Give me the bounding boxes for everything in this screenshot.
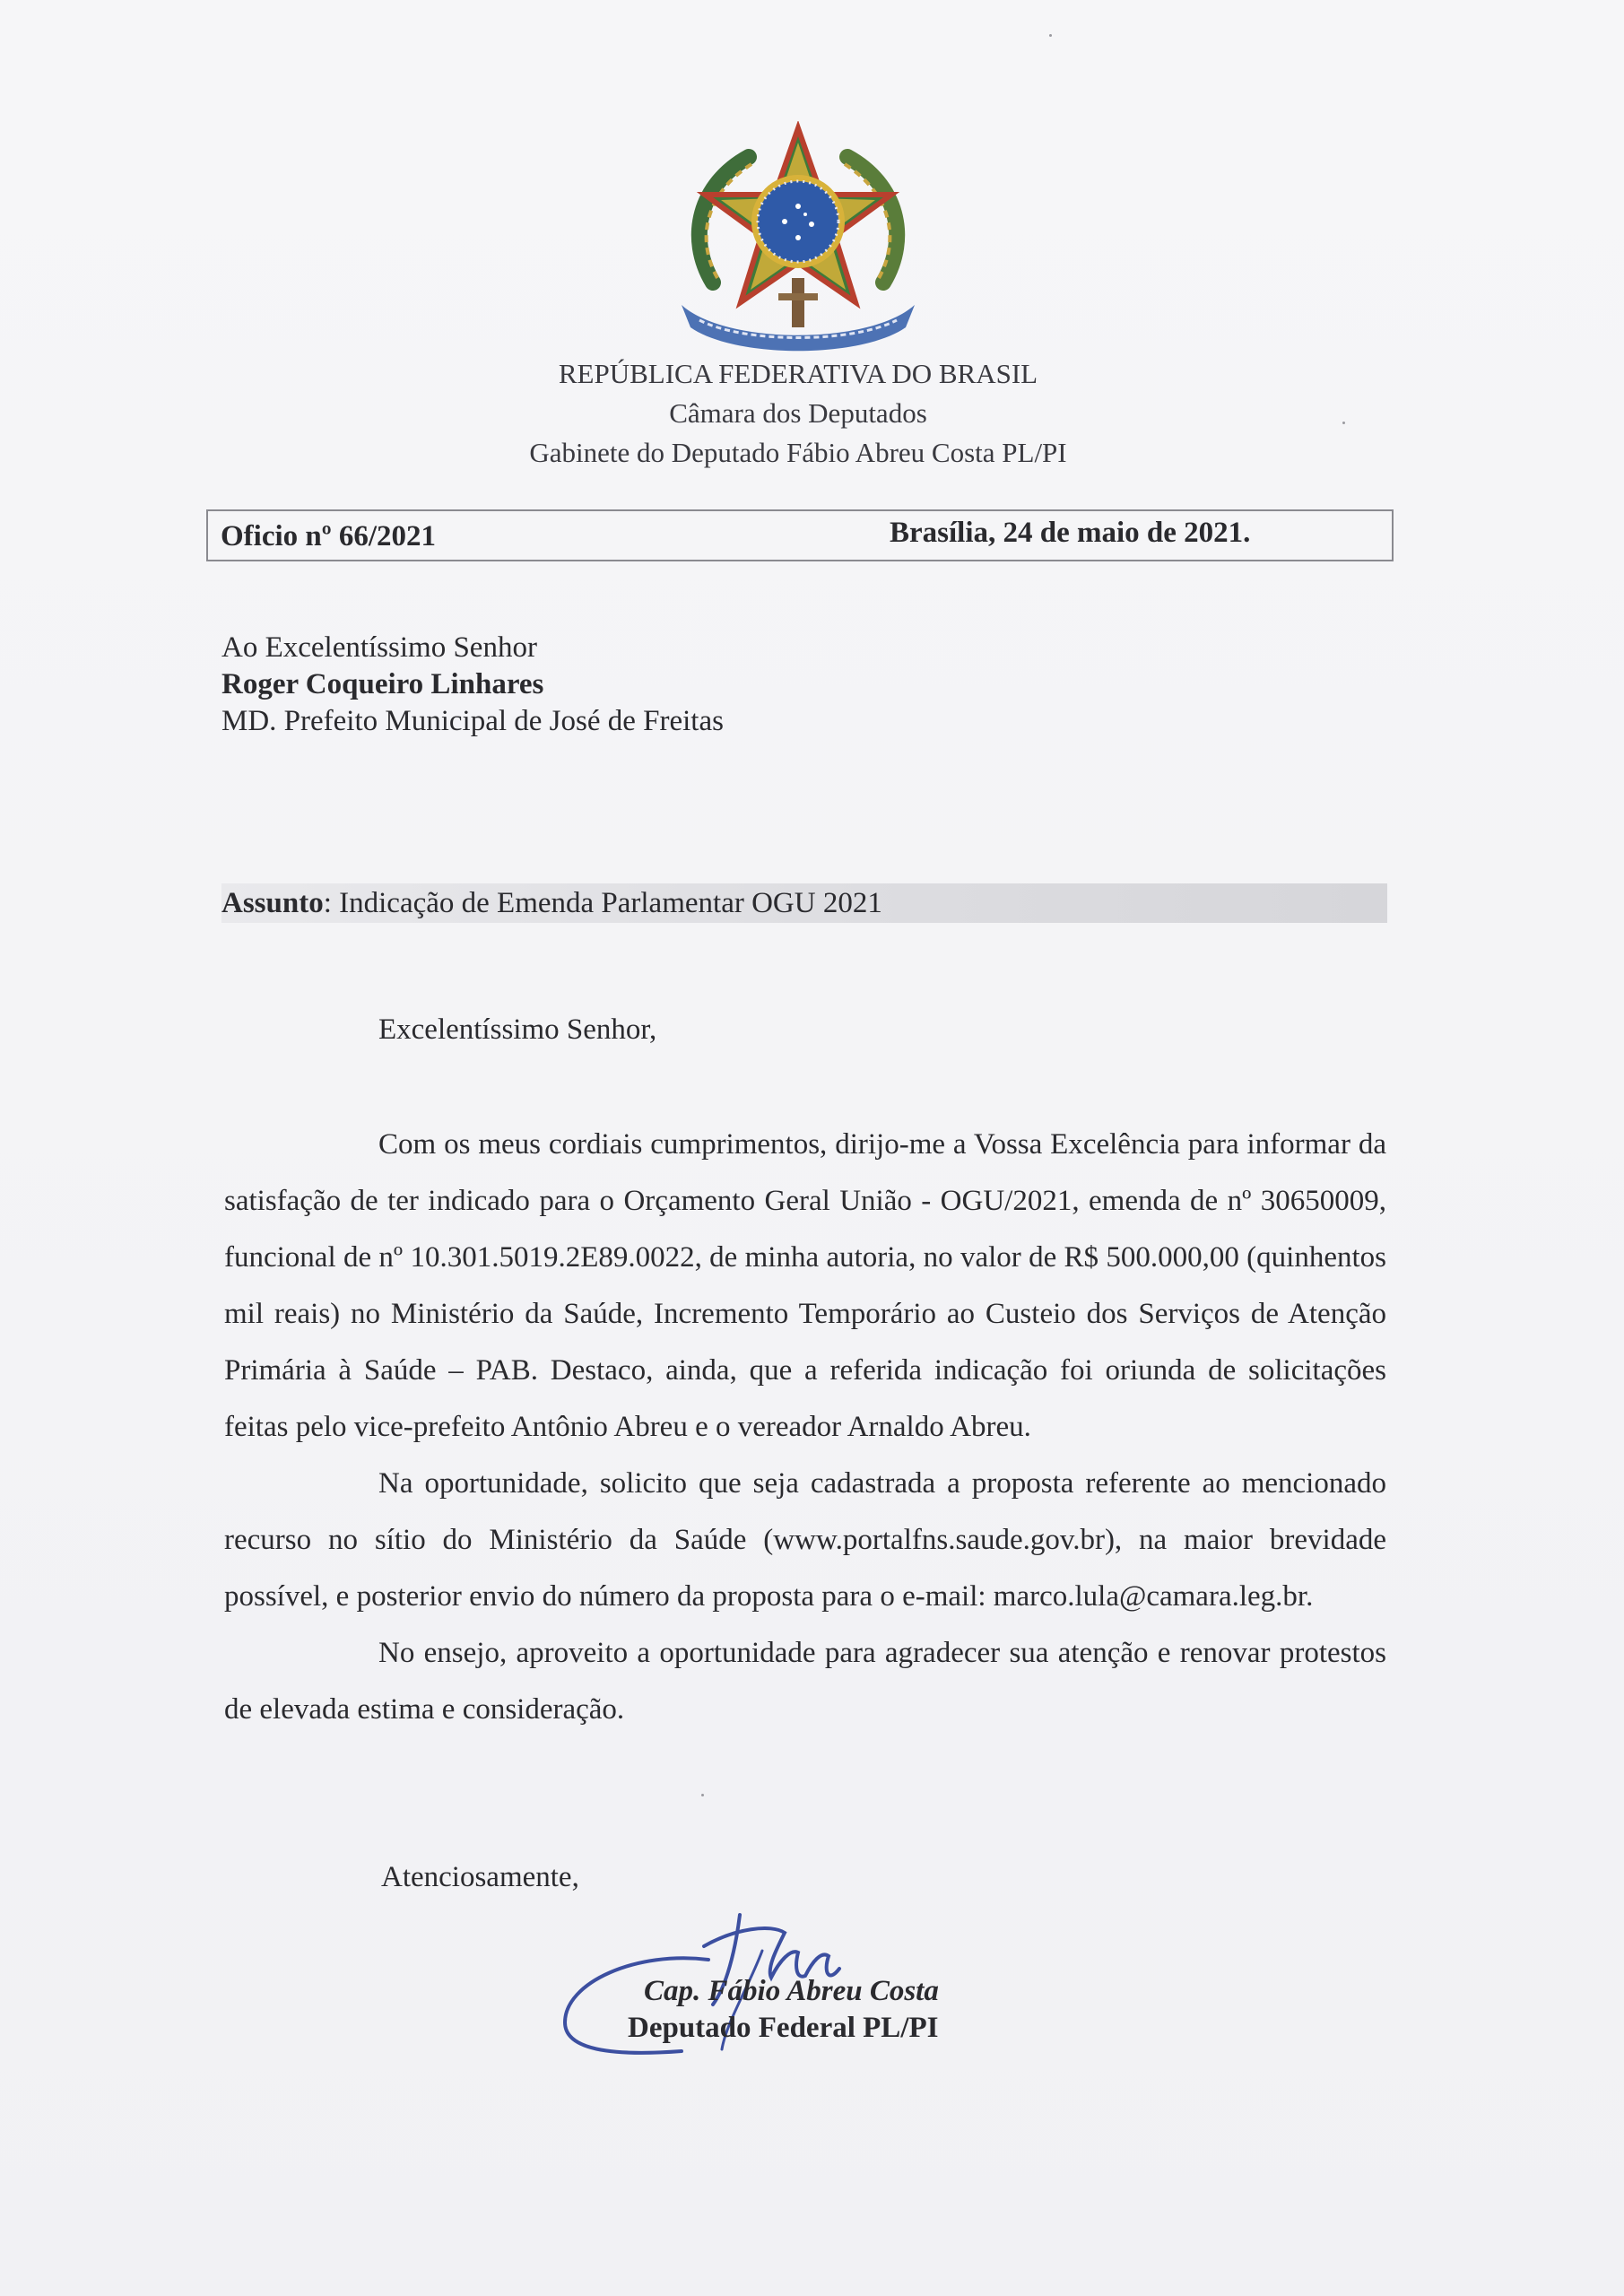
signer-name: Cap. Fábio Abreu Costa bbox=[644, 1975, 939, 2007]
scan-speck bbox=[701, 1794, 704, 1796]
letterhead-office: Gabinete do Deputado Fábio Abreu Costa PL/PI bbox=[529, 437, 1067, 468]
body-paragraph-3: No ensejo, aproveito a oportunidade para agradecer sua atenção e renovar protestos de elevada estima e consideração. bbox=[224, 1637, 1386, 1726]
document-date: Brasília, 24 de maio de 2021. bbox=[890, 517, 1251, 549]
addressee-name: Roger Coqueiro Linhares bbox=[221, 668, 544, 700]
letter-body bbox=[224, 1117, 1386, 1738]
scan-speck bbox=[1049, 34, 1052, 37]
closing: Atenciosamente, bbox=[381, 1861, 579, 1893]
scan-speck bbox=[1342, 422, 1345, 424]
signer-role: Deputado Federal PL/PI bbox=[628, 2012, 939, 2044]
letterhead-chamber: Câmara dos Deputados bbox=[669, 397, 927, 429]
addressee-title: MD. Prefeito Municipal de José de Freitas bbox=[221, 705, 724, 737]
letterhead-country: REPÚBLICA FEDERATIVA DO BRASIL bbox=[558, 358, 1038, 389]
coat-of-arms-emblem bbox=[664, 121, 933, 354]
letterhead bbox=[0, 354, 1596, 473]
body-paragraph-2: Na oportunidade, solicito que seja cadastrada a proposta referente ao mencionado recurso no sítio do Ministério da Saúde (www.portalfns.saude.gov.br), na maior brevidade possível, e posterior envio do número da proposta para o e-mail: marco.lula@camara.leg.br. bbox=[224, 1467, 1386, 1613]
document-number: Oficio nº 66/2021 bbox=[221, 520, 437, 552]
addressee-block bbox=[221, 630, 724, 740]
subject-label: Assunto bbox=[221, 887, 324, 919]
subject-line bbox=[221, 883, 1387, 923]
signer-block bbox=[628, 1973, 939, 2047]
salutation: Excelentíssimo Senhor, bbox=[378, 1013, 657, 1046]
body-paragraph-1: Com os meus cordiais cumprimentos, dirijo-me a Vossa Excelência para informar da satisfação de ter indicado para o Orçamento Geral União - OGU/2021, emenda de nº 30650009, funcional de nº 10.301.5019.2E89.0022, de minha autoria, no valor de R$ 500.000,00 (quinhentos mil reais) no Ministério da Saúde, Incremento Temporário ao Custeio dos Serviços de Atenção Primária à Saúde – PAB. Destaco, ainda, que a referida indicação foi oriunda de solicitações feitas pelo vice-prefeito Antônio Abreu e o vereador Arnaldo Abreu. bbox=[224, 1128, 1386, 1443]
addressee-treatment: Ao Excelentíssimo Senhor bbox=[221, 631, 537, 664]
subject-text: : Indicação de Emenda Parlamentar OGU 2021 bbox=[323, 887, 882, 919]
reference-box bbox=[206, 509, 1394, 561]
